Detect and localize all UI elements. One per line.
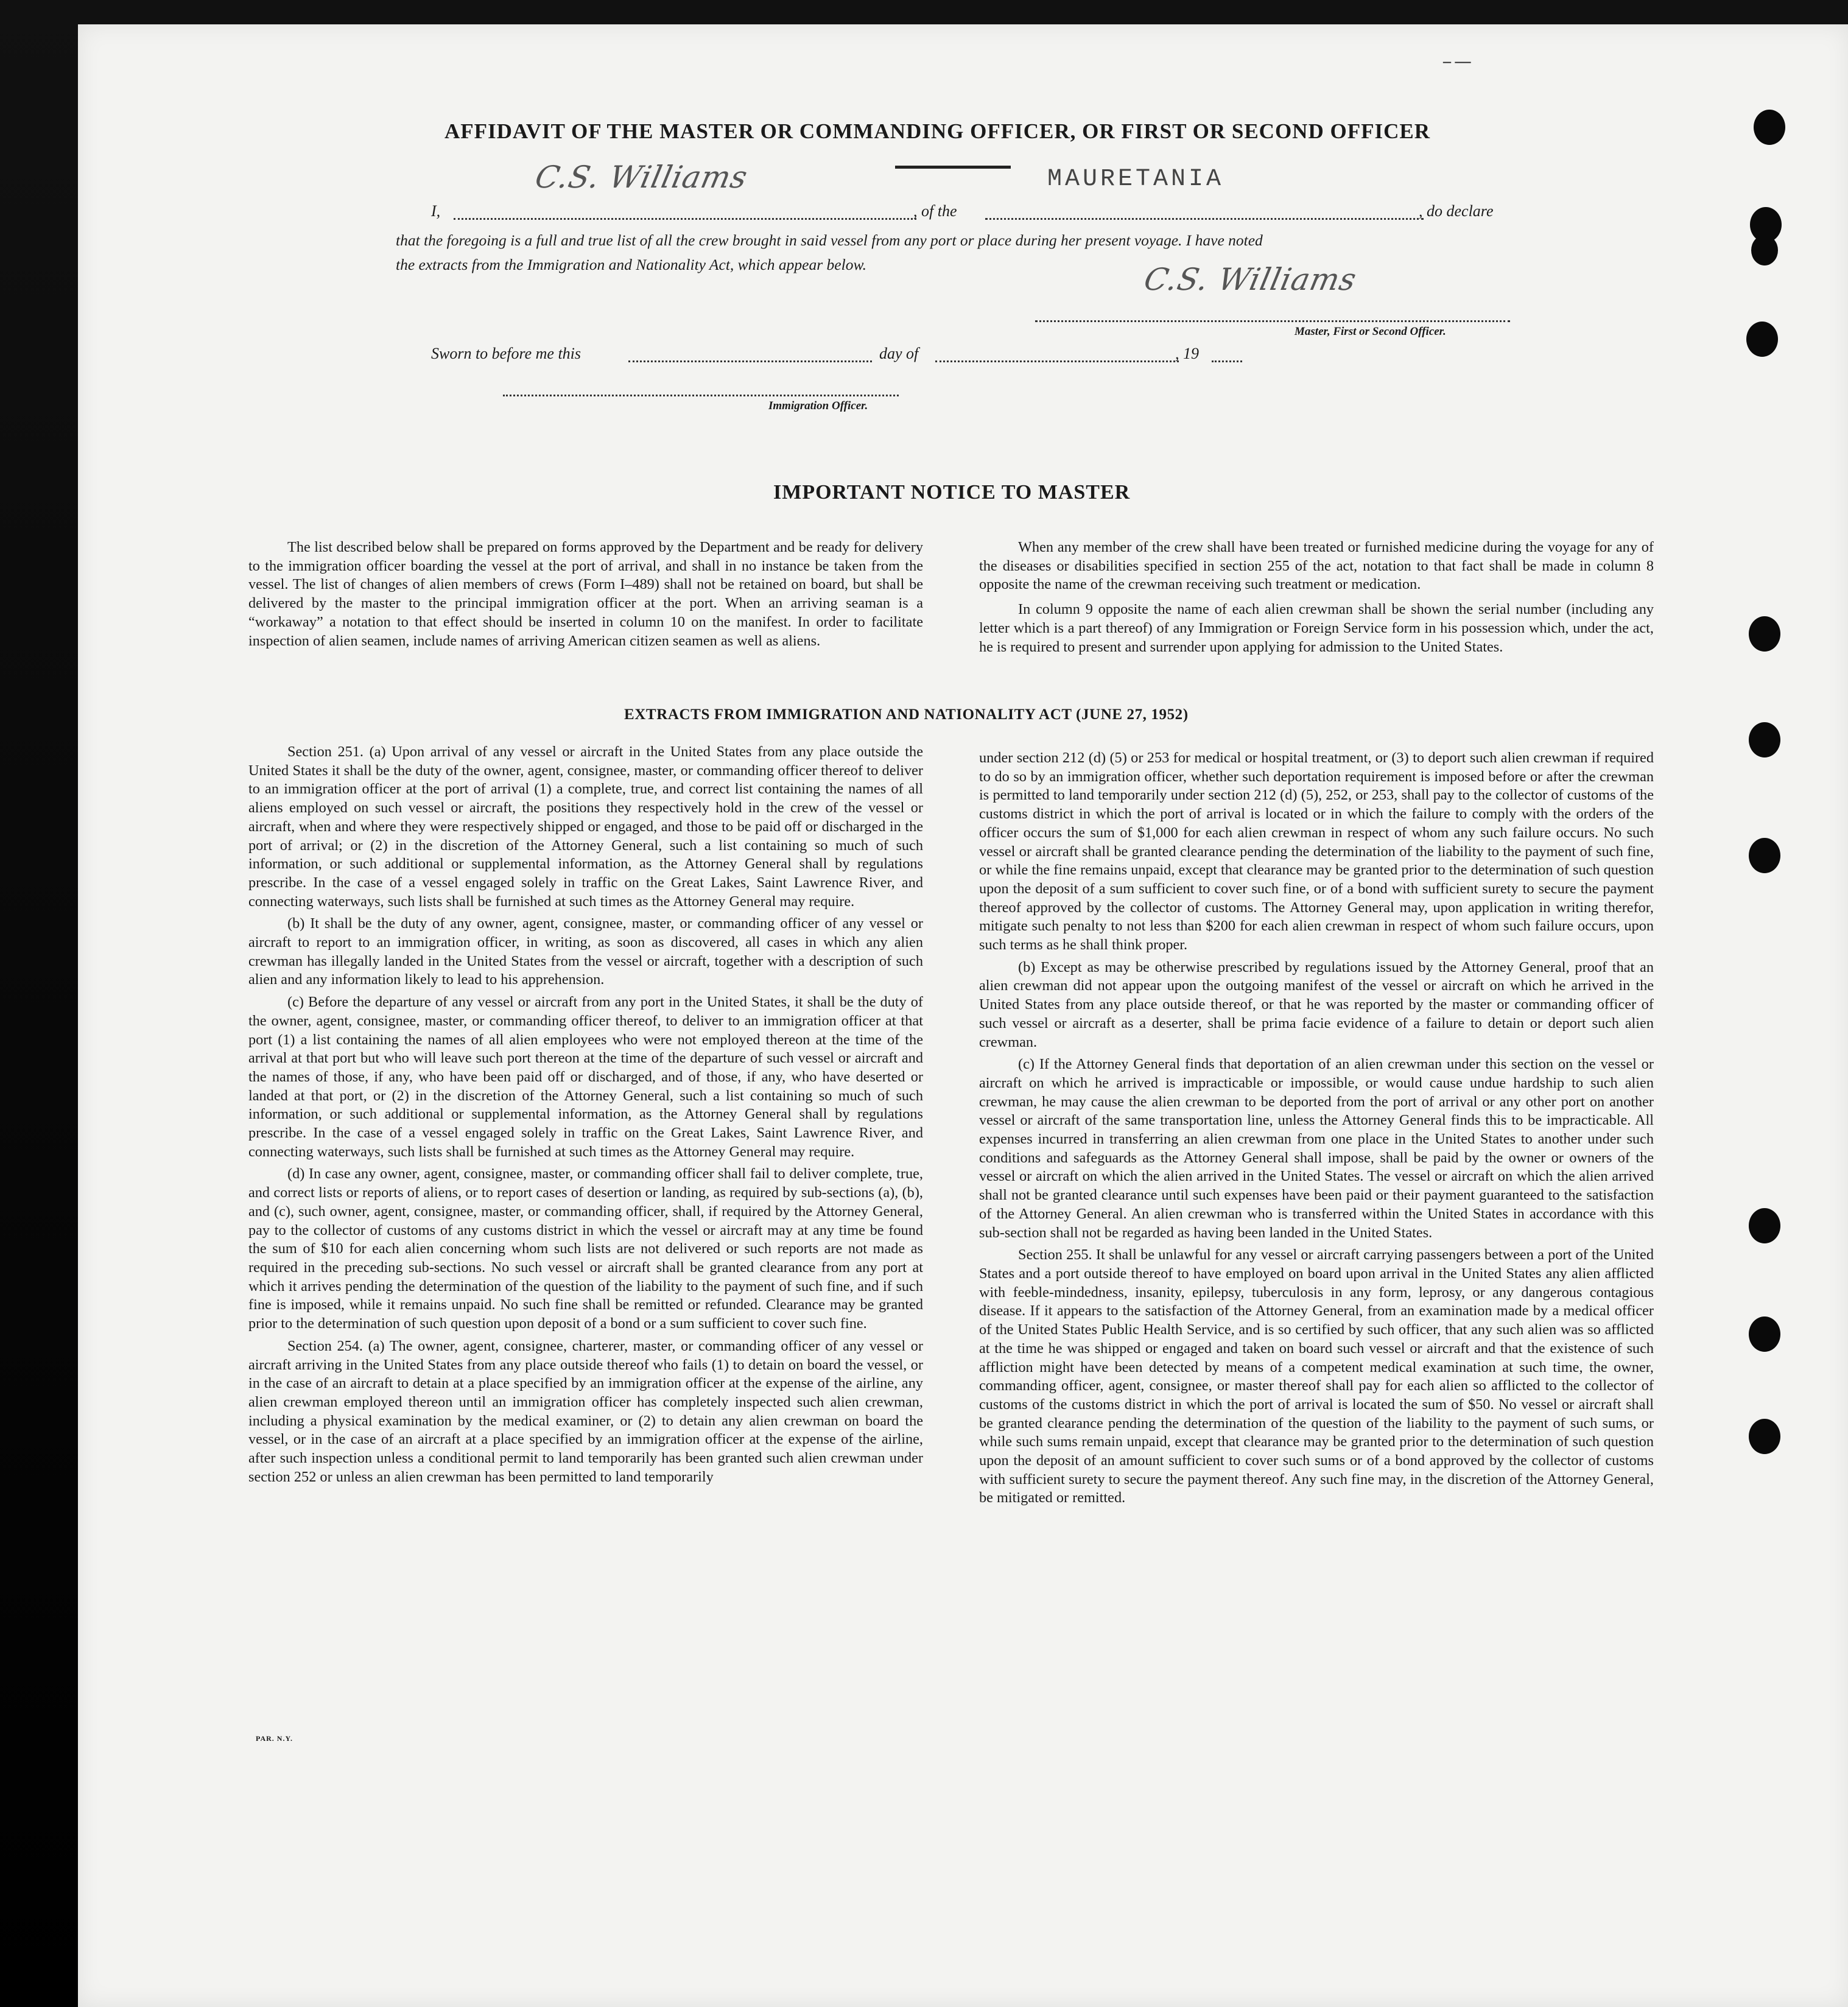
notice-right-paragraph: When any member of the crew shall have been treated or furnished medicine during the voyage for any of the diseases or disabilities specified in section 255 of the act, notation to that fact shall be made in column 8 opposite the name of the crewman receiving such treatment or medication. [979,539,1654,593]
punch-hole [1749,616,1780,652]
sworn-year-line [1212,360,1242,362]
punch-hole [1749,838,1780,873]
extract-paragraph: (b) Except as may be otherwise prescribed by regulations issued by the Attorney General, proof that an alien crewman did not appear upon the outgoing manifest of the vessel or aircraft on which he arrived in the United States from any place outside thereof, or that he was reported by the master or commanding officer of such vessel or aircraft as a deserter, shall be prima facie evidence of a failure to detain or deport such alien crewman. [979,958,1654,1050]
extract-paragraph: (d) In case any owner, agent, consignee, master, or commanding officer shall fail to deliver complete, true, and correct lists or reports of aliens, or to report cases of desertion or landing, as required by sub-sections (a), (b), and (c), such owner, agent, consignee, master, or commanding officer, shall, if required by the Attorney General, pay to the collector of customs of any customs district in which the vessel or aircraft may at any time be found the sum of $10 for each alien concerning whom such lists are not delivered or such reports are not made as required in the preceding sub-sections. No such vessel or aircraft shall be granted clearance from any port at which it arrives pending the determination of the question of the liability to the payment of such fine, and if such fine is imposed, while it remains unpaid. No such fine shall be remitted or refunded. Clearance may be granted prior to the determination of such question upon deposit of a bond or a sum sufficient to cover such fine. [248,1165,923,1332]
of-the-label: , of the [913,202,957,220]
do-declare-label: , do declare [1419,202,1494,220]
extract-paragraph: (c) If the Attorney General finds that deportation of an alien crewman under this section on the vessel or aircraft on which he arrived is impracticable or impossible, or would cause undue hardship to such alien crewman, he may cause the alien crewman to be deported from the port of arrival or any other port on another vessel or aircraft of the same transportation line, unless the Attorney General finds this to be impracticable. All expenses incurred in transferring an alien crewman from one place in the United States to another under such conditions and safeguards as the Attorney General shall impose, shall be paid by the owner or owners of the vessel or aircraft on which the alien arrived in the United States. The vessel or aircraft on which the alien arrived shall not be granted clearance until such expenses have been paid or their payment guaranteed to the satisfaction of the Attorney General. An alien crewman who is transferred within the United States in accordance with this sub-section shall not be regarded as having been landed in the United States. [979,1056,1654,1241]
immigration-officer-line [503,395,899,396]
day-of-label: day of [879,345,919,362]
sworn-day-line [628,360,872,362]
printer-code: PAR. N.Y. [256,1734,293,1743]
statement-line-1: that the foregoing is a full and true list of all the crew brought in said vessel from any port or place during her present voyage. I have noted [396,231,1263,249]
notice-left-column [248,538,923,654]
extracts-right-column [979,749,1654,1511]
sworn-month-line [935,360,1179,362]
i-label: I, [431,202,441,220]
punch-hole [1749,1316,1780,1352]
punch-hole [1749,1208,1780,1243]
signature: C.S. Williams [532,160,751,195]
notice-left-paragraph: The list described below shall be prepared on forms approved by the Department and be ready for delivery to the immigration officer boarding the vessel at the port of arrival, and shall in no instance be taken from the vessel. The list of changes of alien members of crews (Form I–489) shall not be retained on board, but shall be delivered by the master to the principal immigration officer at the port. When an arriving seaman is a “workaway” a notation to that effect should be inserted in column 10 on the manifest. In order to facilitate inspection of alien seamen, include names of arriving American citizen seamen as well as aliens. [248,539,923,649]
extract-paragraph: under section 212 (d) (5) or 253 for medical or hospital treatment, or (3) to deport such alien crewman if required to do so by an immigration officer, whether such deportation requirement is imposed before or after the crewman is permitted to land temporarily under section 212 (d) (5), 252, or 253, shall pay to the collector of customs of the customs district in which the port of arrival is located or in which the failure to comply with the orders of the officer occurs the sum of $1,000 for each alien crewman in respect of whom any such failure occurs. No such vessel or aircraft shall be granted clearance pending the determination of the liability to the payment of such fine, or while the fine remains unpaid, except that clearance may be granted prior to the determination of such question upon the deposit of a sum sufficient to cover such fine, or of a bond with sufficient surety to secure the payment thereof approved by the collector of customs. The Attorney General may, upon application in writing therefor, mitigate such penalty to not less than $200 for each alien crewman in respect of whom such failure occurs, upon such terms as he shall think proper. [979,750,1654,954]
notice-right-column [979,538,1654,660]
extracts-title: EXTRACTS FROM IMMIGRATION AND NATIONALITY ACT (JUNE 27, 1952) [624,706,1189,723]
extract-paragraph: (c) Before the departure of any vessel or aircraft from any port in the United States, it shall be the duty of the owner, agent, consignee, master, or commanding officer thereof, to deliver to an immigration officer at that port (1) a list containing the names of all alien employees who were not employed thereon at the time of the arrival at that port but who will leave such port thereon at the time of the departure of such vessel or aircraft and the names of those, if any, who have been paid off or discharged, and of those, if any, who have deserted or landed at that port, or (2) in the discretion of the Attorney General, such a list containing so much of such information, or such additional or supplemental information, as the Attorney General shall by regulations prescribe. In the case of a vessel engaged solely in traffic on the Great Lakes, Saint Lawrence River, and connecting waterways, such lists shall be furnished at such times as the Attorney General may require. [248,994,923,1160]
punch-hole [1750,207,1782,242]
extract-paragraph: Section 251. (a) Upon arrival of any vessel or aircraft in the United States from any place outside the United States it shall be the duty of the owner, agent, consignee, master, or commanding officer thereof to deliver to an immigration officer at the port of arrival (1) a complete, true, and correct list containing the names of all aliens employed on such vessel or aircraft, the positions they respectively hold in the crew of the vessel or aircraft, when and where they were respectively shipped or engaged, and those to be paid off or discharged in the port of arrival; or (2) in the discretion of the Attorney General, such a list containing so much of such information, or such additional or supplemental information, as the Attorney General shall by regulations prescribe. In the case of a vessel engaged solely in traffic on the Great Lakes, Saint Lawrence River, and connecting waterways, such lists shall be furnished at such times as the Attorney General may require. [248,743,923,910]
name-field-line [454,218,916,220]
punch-hole [1749,722,1780,757]
punch-hole [1749,1419,1780,1454]
extracts-left-column [248,743,923,1490]
affidavit-title: AFFIDAVIT OF THE MASTER OR COMMANDING OFFICER, OR FIRST OR SECOND OFFICER [444,119,1430,143]
extract-paragraph: (b) It shall be the duty of any owner, agent, consignee, master, or commanding officer of any vessel or aircraft to report to an immigration officer, in writing, as soon as discovered, all cases in which any alien crewman has illegally landed in the United States from the vessel or aircraft, together with a description of such alien and any information likely to lead to his apprehension. [248,915,923,988]
notice-title: IMPORTANT NOTICE TO MASTER [773,481,1131,504]
punch-hole [1754,110,1785,145]
signature: C.S. Williams [1140,262,1360,297]
vessel-field-line [985,218,1424,220]
year-label: , 19 [1175,345,1199,362]
punch-hole [1746,322,1778,357]
stray-mark: – — [1443,52,1471,70]
sworn-label: Sworn to before me this [431,345,581,362]
master-caption: Master, First or Second Officer. [1295,325,1446,338]
master-signature-line [1035,320,1510,322]
statement-line-2: the extracts from the Immigration and Nationality Act, which appear below. [396,256,866,273]
immigration-caption: Immigration Officer. [768,399,868,412]
extract-paragraph: Section 255. It shall be unlawful for any vessel or aircraft carrying passengers between a port of the United States and a port outside thereof to have employed on board upon arrival in the United States any alien afflicted with feeble-mindedness, insanity, epilepsy, tuberculosis in any form, leprosy, or any dangerous contagious disease. If it appears to the satisfaction of the Attorney General, from an examination made by a medical officer of the United States Public Health Service, and is so certified by such officer, that any such alien was so afflicted at the time he was shipped or engaged and taken on board such vessel or aircraft and that the existence of such affliction might have been detected by means of a competent medical examination at such time, the owner, commanding officer, agent, consignee, or master thereof shall pay for each alien so afflicted to the collector of customs of the customs district in which the port of arrival is located the sum of $50. No vessel or aircraft shall be granted clearance pending the determination of the question of the liability to the payment of such sums, or while such sums remain unpaid, except that clearance may be granted prior to the determination of such question upon the deposit of an amount sufficient to cover such sums or of a bond approved by the collector of customs with sufficient surety to secure the payment thereof. Any such fine may, in the discretion of the Attorney General, be mitigated or remitted. [979,1246,1654,1506]
notice-right-paragraph: In column 9 opposite the name of each alien crewman shall be shown the serial number (including any letter which is a part thereof) of any Immigration or Foreign Service form in his possession which, under the act, he is required to present and surrender upon applying for admission to the United States. [979,601,1654,655]
ship-name-rule [895,166,1011,169]
ship-name-stamp: MAURETANIA [1047,166,1224,193]
extract-paragraph: Section 254. (a) The owner, agent, consignee, charterer, master, or commanding officer of any vessel or aircraft arriving in the United States from any place outside thereof who fails (1) to detain on board the vessel, or in the case of an aircraft to detain at a place specified by an immigration officer at the expense of the airline, any alien crewman employed thereon until an immigration officer has completely inspected such alien crewman, including a physical examination by the medical examiner, or (2) to detain any alien crewman on board the vessel, or in the case of an aircraft at a place specified by an immigration officer at the expense of the airline, after such inspection unless a conditional permit to land temporarily has been granted such alien crewman under section 252 or unless an alien crewman has been permitted to land temporarily [248,1337,923,1485]
